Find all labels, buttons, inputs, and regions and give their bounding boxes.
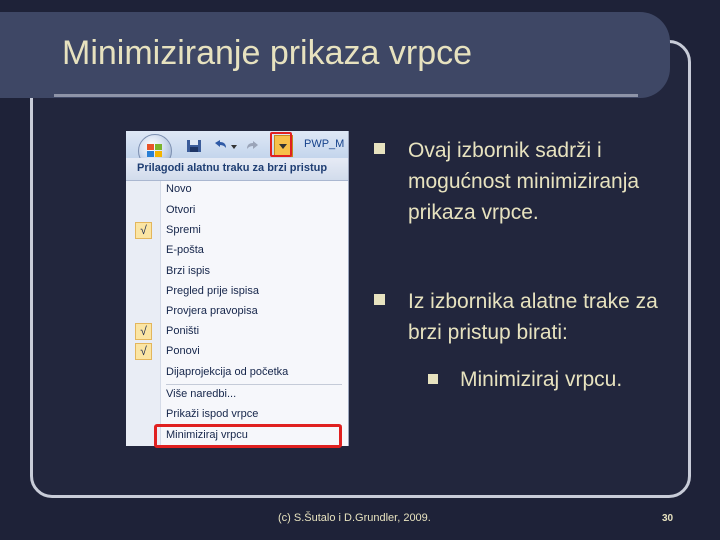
checkmark-icon: √ xyxy=(135,343,152,360)
undo-icon[interactable] xyxy=(212,139,228,153)
sub-bullet-square-icon xyxy=(428,374,438,384)
page-number: 30 xyxy=(662,513,674,524)
menu-item-minimiziraj-vrpcu[interactable]: Minimiziraj vrpcu xyxy=(166,429,248,441)
menu-item-vise-naredbi[interactable]: Više naredbi... xyxy=(166,388,237,400)
menu-item-prikazi-ispod-vrpce[interactable]: Prikaži ispod vrpce xyxy=(166,408,259,420)
menu-gutter xyxy=(126,181,161,446)
menu-header xyxy=(126,158,348,181)
bullet-square-icon xyxy=(374,294,385,305)
menu-item-spremi[interactable]: Spremi xyxy=(166,224,201,236)
bullet-text: Iz izbornika alatne trake za brzi pristup birati: xyxy=(408,290,658,344)
menu-item-ponisti[interactable]: Poništi xyxy=(166,325,200,337)
menu-item-dijaprojekcija[interactable]: Dijaprojekcija od početka xyxy=(166,366,289,378)
minimize-highlight-box xyxy=(154,424,342,448)
menu-item-provjera-pravopisa[interactable]: Provjera pravopisa xyxy=(166,305,258,317)
office-menu-screenshot xyxy=(126,131,349,446)
menu-header-label: Prilagodi alatnu traku za brzi pristup xyxy=(137,162,328,174)
menu-item-otvori[interactable]: Otvori xyxy=(166,204,196,216)
checkmark-icon: √ xyxy=(135,323,152,340)
bullet-text: Ovaj izbornik sadrži i mogućnost minimiziranja prikaza vrpce. xyxy=(408,139,640,224)
sub-bullet-text: Minimiziraj vrpcu. xyxy=(460,368,623,391)
undo-dropdown-icon[interactable] xyxy=(230,139,238,153)
redo-icon[interactable] xyxy=(244,139,260,153)
title-underline xyxy=(54,94,638,97)
menu-item-novo[interactable]: Novo xyxy=(166,183,192,195)
quick-access-toolbar xyxy=(126,131,348,158)
slide-footer: (c) S.Šutalo i D.Grundler, 2009. xyxy=(278,512,431,524)
slide-title: Minimiziranje prikaza vrpce xyxy=(62,34,473,72)
checkmark-icon: √ xyxy=(135,222,152,239)
window-title: PWP_M xyxy=(304,138,345,150)
menu-item-ponovi[interactable]: Ponovi xyxy=(166,345,200,357)
menu-item-brzi-ispis[interactable]: Brzi ispis xyxy=(166,265,211,277)
dropdown-highlight-box xyxy=(270,132,292,157)
menu-item-e-posta[interactable]: E-pošta xyxy=(166,244,204,256)
menu-item-pregled-prije-ispisa[interactable]: Pregled prije ispisa xyxy=(166,285,259,297)
bullet-square-icon xyxy=(374,143,385,154)
save-icon[interactable] xyxy=(186,139,202,153)
